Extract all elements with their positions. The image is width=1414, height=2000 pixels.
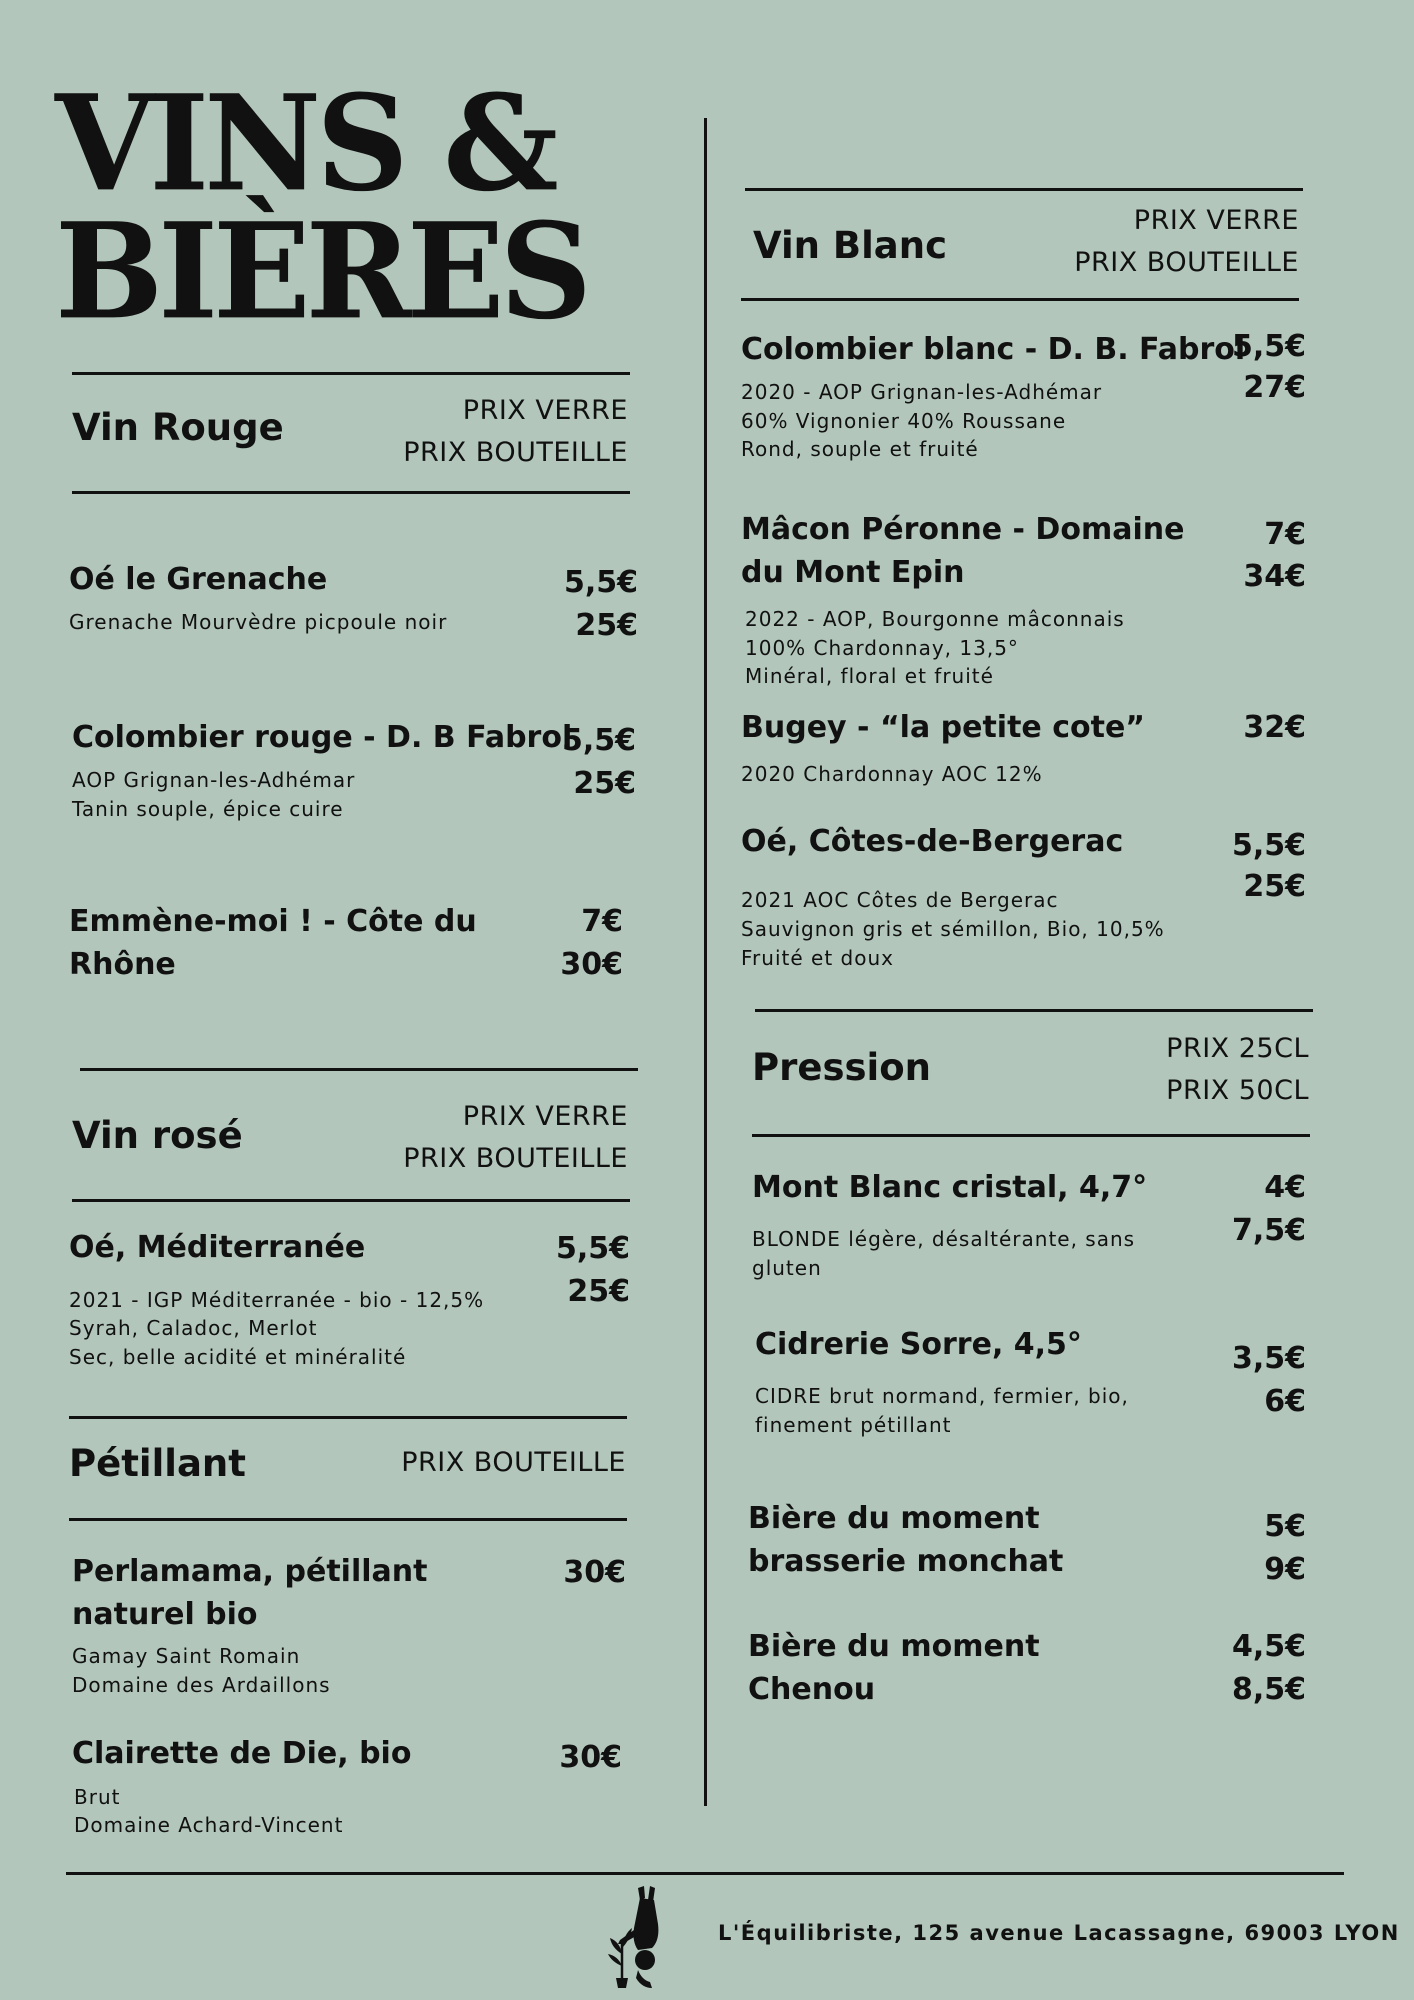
price-50cl: 7,5€ — [1231, 1213, 1306, 1248]
list-item-desc: gluten — [752, 1256, 822, 1280]
list-item-desc: CIDRE brut normand, fermier, bio, — [755, 1384, 1129, 1408]
price-bottle: 25€ — [575, 608, 638, 643]
list-item-desc: 2021 AOC Côtes de Bergerac — [741, 888, 1059, 912]
list-item-name: Oé, Côtes-de-Bergerac — [741, 824, 1124, 859]
price-50cl: 8,5€ — [1231, 1672, 1306, 1707]
list-item-name: Bugey - “la petite cote” — [741, 710, 1146, 745]
price-glass: 5,5€ — [555, 1231, 630, 1266]
pression-title: Pression — [752, 1046, 931, 1089]
vin-rouge-price-label-bottle: PRIX BOUTEILLE — [403, 437, 628, 468]
list-item-desc: AOP Grignan-les-Adhémar — [72, 768, 356, 792]
vin-rose-top-rule — [80, 1068, 638, 1071]
list-item-name: Emmène-moi ! - Côte du — [69, 904, 477, 939]
list-item-desc: Brut — [74, 1785, 121, 1809]
price-bottle: 34€ — [1243, 559, 1306, 594]
column-divider — [704, 118, 707, 1806]
price-glass: 5,5€ — [1231, 828, 1306, 863]
vin-rouge-top-rule — [72, 372, 630, 375]
vin-rouge-price-header — [403, 390, 628, 474]
list-item-name: Rhône — [69, 947, 176, 982]
page-title-line1: VINS & — [55, 66, 554, 222]
pression-price-label-25cl: PRIX 25CL — [1166, 1033, 1309, 1064]
price-25cl: 5€ — [1264, 1509, 1306, 1544]
vin-rouge-price-label-glass: PRIX VERRE — [462, 395, 628, 426]
list-item-desc: 2021 - IGP Méditerranée - bio - 12,5% — [69, 1288, 485, 1312]
price-bottle: 25€ — [1243, 869, 1306, 904]
list-item-name: Mont Blanc cristal, 4,7° — [752, 1170, 1148, 1205]
vin-rouge-bottom-rule — [72, 491, 630, 494]
list-item-name: Oé, Méditerranée — [69, 1230, 366, 1265]
price-bottle: 25€ — [567, 1274, 630, 1309]
price-glass: 7€ — [1264, 517, 1306, 552]
list-item-name: Colombier rouge - D. B Fabrol — [72, 720, 573, 755]
list-item-desc: 2020 Chardonnay AOC 12% — [741, 762, 1043, 786]
vin-rose-price-label-bottle: PRIX BOUTEILLE — [403, 1143, 628, 1174]
vin-rose-price-label-glass: PRIX VERRE — [462, 1101, 628, 1132]
price-bottle: 32€ — [1243, 710, 1306, 745]
list-item-desc: Gamay Saint Romain — [72, 1644, 301, 1668]
acrobat-logo-icon — [598, 1884, 670, 1994]
vin-rose-title: Vin rosé — [72, 1114, 243, 1157]
petillant-top-rule — [69, 1416, 627, 1419]
price-glass: 5,5€ — [561, 723, 636, 758]
vin-blanc-title: Vin Blanc — [753, 224, 948, 267]
price-25cl: 4,5€ — [1231, 1629, 1306, 1664]
vin-blanc-price-label-glass: PRIX VERRE — [1133, 205, 1299, 236]
petillant-price-label: PRIX BOUTEILLE — [401, 1447, 626, 1478]
list-item-desc: Grenache Mourvèdre picpoule noir — [69, 610, 448, 634]
list-item-name: Chenou — [748, 1672, 876, 1707]
price-glass: 5,5€ — [1231, 329, 1306, 364]
list-item-name: Mâcon Péronne - Domaine — [741, 512, 1185, 547]
price-bottle: 27€ — [1243, 370, 1306, 405]
list-item-desc: 60% Vignonier 40% Roussane — [741, 409, 1067, 433]
pression-bottom-rule — [752, 1134, 1310, 1137]
list-item-desc: BLONDE légère, désaltérante, sans — [752, 1227, 1136, 1251]
vin-blanc-bottom-rule — [741, 298, 1299, 301]
vin-rose-price-header — [403, 1096, 628, 1180]
list-item-desc: 100% Chardonnay, 13,5° — [745, 636, 1019, 660]
price-50cl: 9€ — [1264, 1552, 1306, 1587]
petillant-bottom-rule — [69, 1518, 627, 1521]
vin-rose-bottom-rule — [72, 1199, 630, 1202]
vin-blanc-top-rule — [745, 188, 1303, 191]
pression-price-label-50cl: PRIX 50CL — [1166, 1075, 1309, 1106]
price-glass: 7€ — [581, 904, 623, 939]
pression-top-rule — [755, 1009, 1313, 1012]
price-25cl: 3,5€ — [1231, 1341, 1306, 1376]
list-item-name: Clairette de Die, bio — [72, 1736, 412, 1771]
list-item-name: du Mont Epin — [741, 555, 965, 590]
footer-rule — [66, 1872, 1344, 1875]
list-item-desc: Sauvignon gris et sémillon, Bio, 10,5% — [741, 917, 1165, 941]
list-item-desc: 2022 - AOP, Bourgonne mâconnais — [745, 607, 1125, 631]
list-item-name: Colombier blanc - D. B. Fabrol — [741, 332, 1246, 367]
list-item-name: Perlamama, pétillant — [72, 1554, 428, 1589]
list-item-name: Cidrerie Sorre, 4,5° — [755, 1327, 1082, 1362]
footer-address: L'Équilibriste, 125 avenue Lacassagne, 69003 LYON — [718, 1921, 1400, 1945]
list-item-name: brasserie monchat — [748, 1544, 1064, 1579]
list-item-desc: Syrah, Caladoc, Merlot — [69, 1316, 318, 1340]
list-item-desc: Sec, belle acidité et minéralité — [69, 1345, 407, 1369]
price-25cl: 4€ — [1264, 1170, 1306, 1205]
list-item-name: naturel bio — [72, 1597, 258, 1632]
list-item-desc: Rond, souple et fruité — [741, 437, 979, 461]
list-item-desc: Domaine des Ardaillons — [72, 1673, 331, 1697]
list-item-desc: Domaine Achard-Vincent — [74, 1813, 344, 1837]
price-50cl: 6€ — [1264, 1384, 1306, 1419]
price-glass: 5,5€ — [563, 565, 638, 600]
list-item-name: Bière du moment — [748, 1629, 1040, 1664]
pression-price-header — [1166, 1028, 1309, 1112]
petillant-title: Pétillant — [69, 1442, 246, 1485]
vin-blanc-price-header — [1074, 200, 1299, 284]
price-bottle: 30€ — [563, 1555, 626, 1590]
price-bottle: 25€ — [573, 766, 636, 801]
list-item-desc: Fruité et doux — [741, 946, 894, 970]
list-item-desc: finement pétillant — [755, 1413, 952, 1437]
price-bottle: 30€ — [560, 947, 623, 982]
vin-rouge-title: Vin Rouge — [72, 406, 284, 449]
page-title-line2: BIÈRES — [55, 194, 587, 350]
vin-blanc-price-label-bottle: PRIX BOUTEILLE — [1074, 247, 1299, 278]
list-item-desc: Minéral, floral et fruité — [745, 664, 994, 688]
list-item-desc: 2020 - AOP Grignan-les-Adhémar — [741, 380, 1103, 404]
list-item-name: Oé le Grenache — [69, 562, 328, 597]
list-item-desc: Tanin souple, épice cuire — [72, 797, 344, 821]
price-bottle: 30€ — [559, 1740, 622, 1775]
list-item-name: Bière du moment — [748, 1501, 1040, 1536]
